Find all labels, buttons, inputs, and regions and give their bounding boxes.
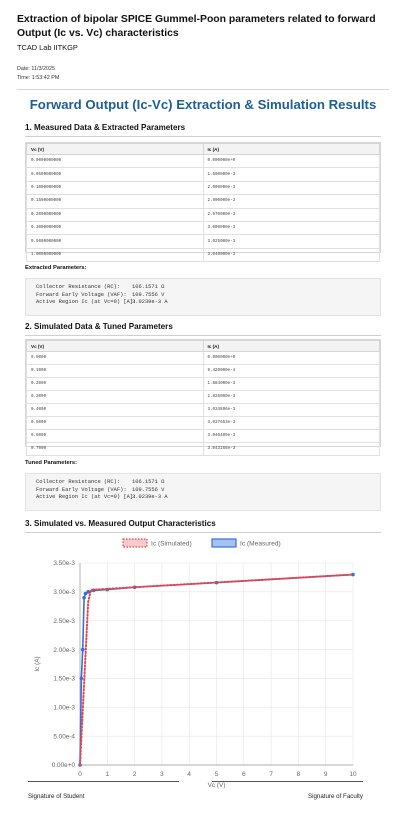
table-cell: 3.037653e-3 [203,417,380,430]
table-cell: 0.7000 [27,443,204,456]
table-header-row [27,341,380,352]
param-line [36,479,370,487]
main-title: Forward Output (Ic-Vc) Extraction & Simulation Results [29,97,377,112]
y-tick-label: 5.00e-4 [53,733,75,741]
simulated-section-divider [25,335,381,336]
table-cell: 0.3000 [27,391,204,404]
table-row [27,378,380,391]
table-header-row [27,144,380,155]
y-tick-label: 3.00e-3 [53,589,75,597]
table-cell: 2.000000e-3 [203,181,380,194]
param-key: Collector Resistance (RC): [36,479,121,485]
chart-svg [25,535,381,815]
x-tick-label: 6 [242,771,246,778]
table-cell: 0.5000 [27,417,204,430]
table-cell: 3.043166e-3 [203,443,380,456]
param-value: 106.1571 Ω [132,284,165,290]
table-cell: 3.034896e-3 [203,404,380,417]
table-row [27,365,380,378]
faculty-signature-line [212,781,363,782]
chart-section-title: 3. Simulated vs. Measured Output Characteristics [25,519,216,528]
data-point-measured [82,596,86,600]
legend-swatch-simulated [123,539,147,547]
table-row [27,181,380,194]
table-cell: 9.420000e-4 [203,365,380,378]
x-tick-label: 7 [269,771,273,778]
y-tick-label: 0.00e+0 [51,762,75,770]
column-header-vc: Vc (V) [27,341,204,352]
extracted-params-box [25,278,381,316]
table-cell: 0.5000000000 [27,235,204,248]
x-tick-label: 3 [160,771,164,778]
report-meta [17,65,59,83]
param-value: 3.0239e-3 A [132,494,168,501]
x-axis-title: Vc (V) [207,782,226,789]
simulated-section-title: 2. Simulated Data & Tuned Parameters [25,322,173,331]
y-tick-label: 1.00e-3 [53,704,75,712]
table-cell: 3.025000e-3 [203,235,380,248]
table-cell: 0.6000 [27,430,204,443]
table-cell: 2.970000e-3 [203,208,380,221]
table-row [27,391,380,404]
param-value: 3.0239e-3 A [132,299,168,306]
tuned-params-box [25,473,381,511]
column-header-ic: Ic (A) [203,341,380,352]
student-signature-label: Signature of Student [28,793,85,800]
y-tick-label: 2.00e-3 [53,646,75,654]
report-date: Date: 11/3/2025 [17,66,55,72]
data-point-measured [81,648,85,652]
chart-section-divider [25,532,381,533]
param-key: Forward Early Voltage (VAF): [36,291,127,298]
table-cell: 0.1000000000 [27,181,204,194]
measured-section-divider [25,136,381,137]
table-cell: 0.000000e+0 [203,155,380,168]
student-signature-line [28,781,179,782]
table-row [27,417,380,430]
lab-name: TCAD Lab IITKGP [17,43,78,52]
column-header-vc: Vc (V) [27,144,204,155]
param-key: Active Region Ic (at Vc=0) [A]: [36,299,137,306]
param-line [36,284,370,292]
table-cell: 0.0000000000 [27,155,204,168]
table-cell: 2.826000e-3 [203,391,380,404]
param-line [36,299,370,307]
report-header [17,13,397,52]
legend-swatch-measured [212,539,236,547]
table-cell: 1.884000e-3 [203,378,380,391]
param-value: 109.7556 V [132,486,165,493]
column-header-ic: Ic (A) [203,144,380,155]
x-tick-label: 0 [78,771,82,778]
param-line [36,494,370,502]
x-tick-label: 2 [132,771,137,778]
table-row [27,404,380,417]
table-cell: 2.900000e-3 [203,195,380,208]
param-key: Active Region Ic (at Vc=0) [A]: [36,494,137,501]
table-cell: 3.040000e-3 [203,248,380,261]
table-cell: 1.0000000000 [27,248,204,261]
table-row [27,221,380,234]
data-point-measured [80,677,84,681]
param-line [36,487,370,495]
param-value: 109.7556 V [132,291,165,298]
table-row [27,208,380,221]
simulated-data-table[interactable] [25,339,381,451]
y-axis-title: Ic (A) [34,656,41,672]
faculty-signature-label: Signature of Faculty [307,793,363,800]
table-row [27,235,380,248]
table-row [27,430,380,443]
table-row [27,155,380,168]
table-row [27,352,380,365]
report-title: Extraction of bipolar SPICE Gummel-Poon parameters related to forward Output (Ic vs. Vc) characteristics [17,14,376,39]
param-key: Collector Resistance (RC): [36,284,121,290]
y-tick-label: 2.50e-3 [53,617,75,625]
table-cell: 0.4000 [27,404,204,417]
tuned-params-title: Tuned Parameters: [25,460,78,466]
table-cell: 0.1000 [27,365,204,378]
legend-label-simulated: Ic (Simulated) [151,540,192,548]
table-cell: 3.040409e-3 [203,430,380,443]
output-characteristics-chart [25,535,381,815]
table-row [27,195,380,208]
table-row [27,248,380,261]
x-tick-label: 4 [187,771,191,778]
legend-label-measured: Ic (Measured) [240,540,281,548]
table-cell: 0.0000 [27,352,204,365]
table-row [27,443,380,456]
x-tick-label: 10 [349,771,357,778]
table-cell: 0.2000 [27,378,204,391]
header-divider [17,89,389,90]
y-tick-label: 3.50e-3 [53,560,75,568]
table-cell: 0.000000e+0 [203,352,380,365]
measured-data-table[interactable] [25,142,381,257]
x-tick-label: 8 [296,771,301,778]
param-line [36,292,370,300]
x-tick-label: 9 [323,771,328,778]
table-cell: 0.3000000000 [27,221,204,234]
table-row [27,168,380,181]
table-cell: 0.0500000000 [27,168,204,181]
table-cell: 3.000000e-3 [203,221,380,234]
table-cell: 1.500000e-3 [203,168,380,181]
table-cell: 0.1500000000 [27,195,204,208]
x-tick-label: 5 [214,771,219,778]
report-time: Time: 1:53:42 PM [17,75,60,81]
extracted-params-title: Extracted Parameters: [25,265,87,271]
param-value: 106.1571 Ω [132,479,165,485]
measured-section-title: 1. Measured Data & Extracted Parameters [25,123,186,132]
y-tick-label: 1.50e-3 [53,675,75,683]
param-key: Forward Early Voltage (VAF): [36,486,127,493]
table-cell: 0.2000000000 [27,208,204,221]
x-tick-label: 1 [105,771,110,778]
